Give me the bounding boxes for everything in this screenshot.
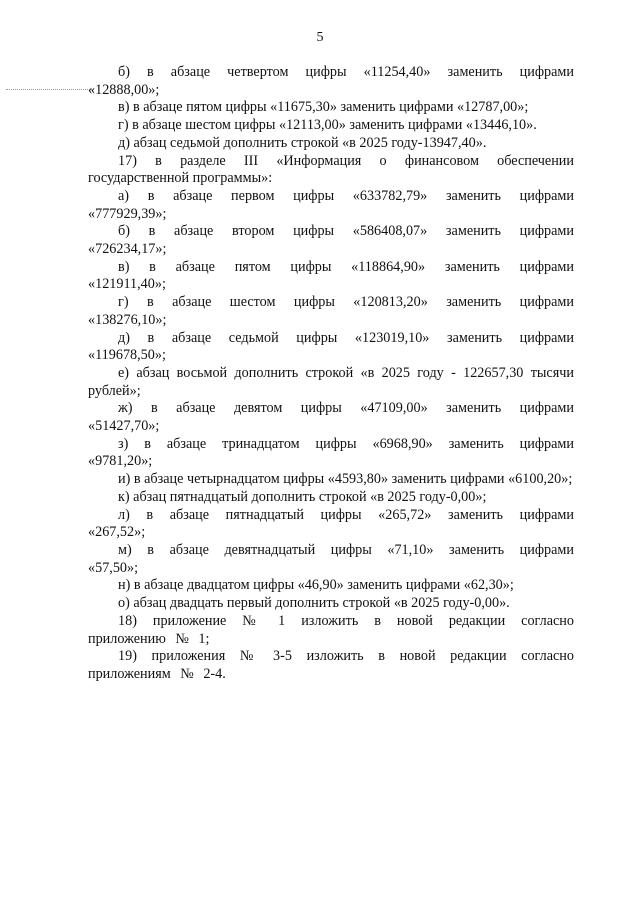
paragraph-section-17: 17) в разделе III «Информация о финансовом обеспечении государственной программы»: xyxy=(88,152,574,187)
paragraph-17-o: о) абзац двадцать первый дополнить строкой «в 2025 году-0,00». xyxy=(118,595,510,612)
paragraph-17-i: и) в абзаце четырнадцатом цифры «4593,80» заменить цифрами «6100,20»; xyxy=(118,471,573,488)
paragraph-item-v: в) в абзаце пятом цифры «11675,30» заменить цифрами «12787,00»; xyxy=(118,99,529,116)
document-body xyxy=(88,64,574,684)
paragraph-section-18: 18) приложение № 1 изложить в новой редакции согласно приложению № 1; xyxy=(88,612,574,647)
paragraph-17-b: б) в абзаце втором цифры «586408,07» заменить цифрами «726234,17»; xyxy=(88,223,574,258)
paragraph-17-z: з) в абзаце тринадцатом цифры «6968,90» заменить цифрами «9781,20»; xyxy=(88,435,574,470)
paragraph-17-v: в) в абзаце пятом цифры «118864,90» заменить цифрами «121911,40»; xyxy=(88,258,574,293)
paragraph-17-k: к) абзац пятнадцатый дополнить строкой «в 2025 году-0,00»; xyxy=(118,488,487,505)
paragraph-17-zh: ж) в абзаце девятом цифры «47109,00» заменить цифрами «51427,70»; xyxy=(88,400,574,435)
paragraph-17-g: г) в абзаце шестом цифры «120813,20» заменить цифрами «138276,10»; xyxy=(88,294,574,328)
paragraph-item-d: д) абзац седьмой дополнить строкой «в 2025 году-13947,40». xyxy=(118,134,487,151)
paragraph-section-19: 19) приложения № 3-5 изложить в новой редакции согласно приложениям № 2-4. xyxy=(88,648,574,682)
paragraph-item-b: б) в абзаце четвертом цифры «11254,40» заменить цифрами «12888,00»; xyxy=(88,64,574,98)
paragraph-17-d: д) в абзаце седьмой цифры «123019,10» заменить цифрами «119678,50»; xyxy=(88,329,574,364)
paragraph-17-n: н) в абзаце двадцатом цифры «46,90» заменить цифрами «62,30»; xyxy=(118,577,514,594)
paragraph-17-l: л) в абзаце пятнадцатый цифры «265,72» заменить цифрами «267,52»; xyxy=(88,506,574,541)
scan-artifact-line xyxy=(6,89,92,90)
paragraph-17-a: а) в абзаце первом цифры «633782,79» заменить цифрами «777929,39»; xyxy=(88,187,574,222)
page-number: 5 xyxy=(316,30,324,45)
paragraph-17-e: е) абзац восьмой дополнить строкой «в 2025 году - 122657,30 тысячи рублей»; xyxy=(88,364,574,399)
paragraph-item-g: г) в абзаце шестом цифры «12113,00» заменить цифрами «13446,10». xyxy=(118,117,537,134)
paragraph-17-m: м) в абзаце девятнадцатый цифры «71,10» заменить цифрами «57,50»; xyxy=(88,541,574,576)
